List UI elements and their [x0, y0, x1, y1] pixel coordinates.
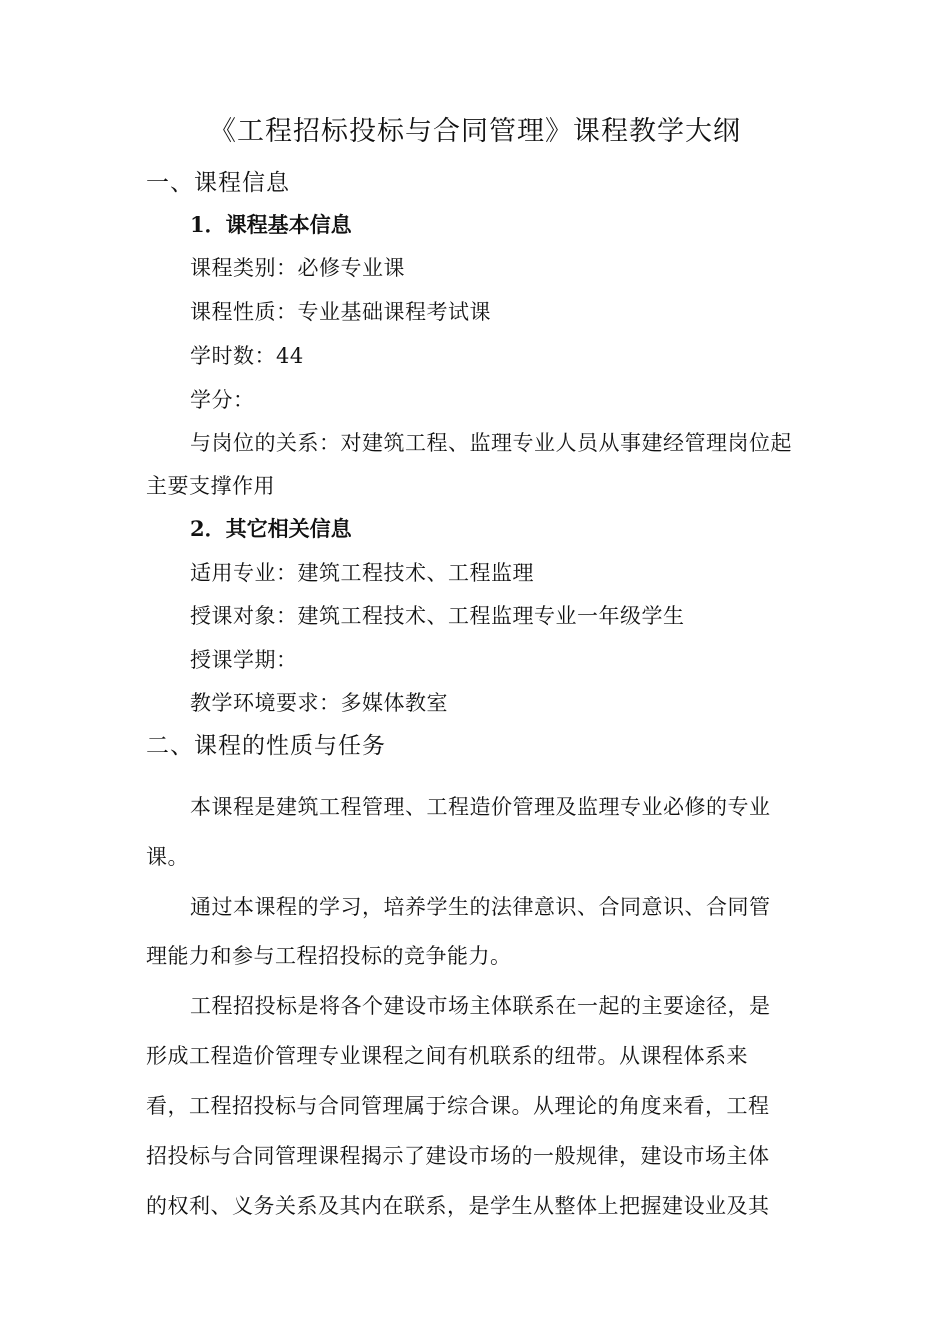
job-relation-line-1: 与岗位的关系：对建筑工程、监理专业人员从事建经管理岗位起	[190, 431, 792, 455]
paragraph-2-line-2: 理能力和参与工程招投标的竞争能力。	[146, 944, 512, 968]
teaching-semester: 授课学期：	[190, 648, 298, 672]
paragraph-3-line-5: 的权利、义务关系及其内在联系，是学生从整体上把握建设业及其	[146, 1194, 770, 1218]
course-credits: 学分：	[190, 388, 255, 412]
paragraph-3-line-4: 招投标与合同管理课程揭示了建设市场的一般规律，建设市场主体	[146, 1144, 770, 1168]
paragraph-1-line-1: 本课程是建筑工程管理、工程造价管理及监理专业必修的专业	[190, 795, 771, 819]
paragraph-3-line-1: 工程招投标是将各个建设市场主体联系在一起的主要途径，是	[190, 994, 771, 1018]
job-relation-line-2: 主要支撑作用	[146, 474, 275, 498]
subsection-basic-info: 1．课程基本信息	[190, 212, 352, 237]
paragraph-3-line-2: 形成工程造价管理专业课程之间有机联系的纽带。从课程体系来	[146, 1044, 748, 1068]
paragraph-3-line-3: 看，工程招投标与合同管理属于综合课。从理论的角度来看，工程	[146, 1094, 770, 1118]
applicable-majors: 适用专业：建筑工程技术、工程监理	[190, 561, 534, 585]
paragraph-2-line-1: 通过本课程的学习，培养学生的法律意识、合同意识、合同管	[190, 895, 771, 919]
document-title: 《工程招标投标与合同管理》课程教学大纲	[209, 116, 741, 147]
target-students: 授课对象：建筑工程技术、工程监理专业一年级学生	[190, 604, 685, 628]
subsection-other-info: 2．其它相关信息	[190, 516, 352, 541]
course-nature: 课程性质：专业基础课程考试课	[190, 300, 491, 324]
teaching-environment: 教学环境要求：多媒体教室	[190, 691, 448, 715]
paragraph-1-line-2: 课。	[146, 845, 189, 869]
course-category: 课程类别：必修专业课	[190, 256, 405, 280]
section-heading-course-info: 一、课程信息	[146, 170, 290, 196]
section-heading-nature-tasks: 二、课程的性质与任务	[146, 733, 386, 759]
course-hours: 学时数：44	[190, 344, 304, 368]
